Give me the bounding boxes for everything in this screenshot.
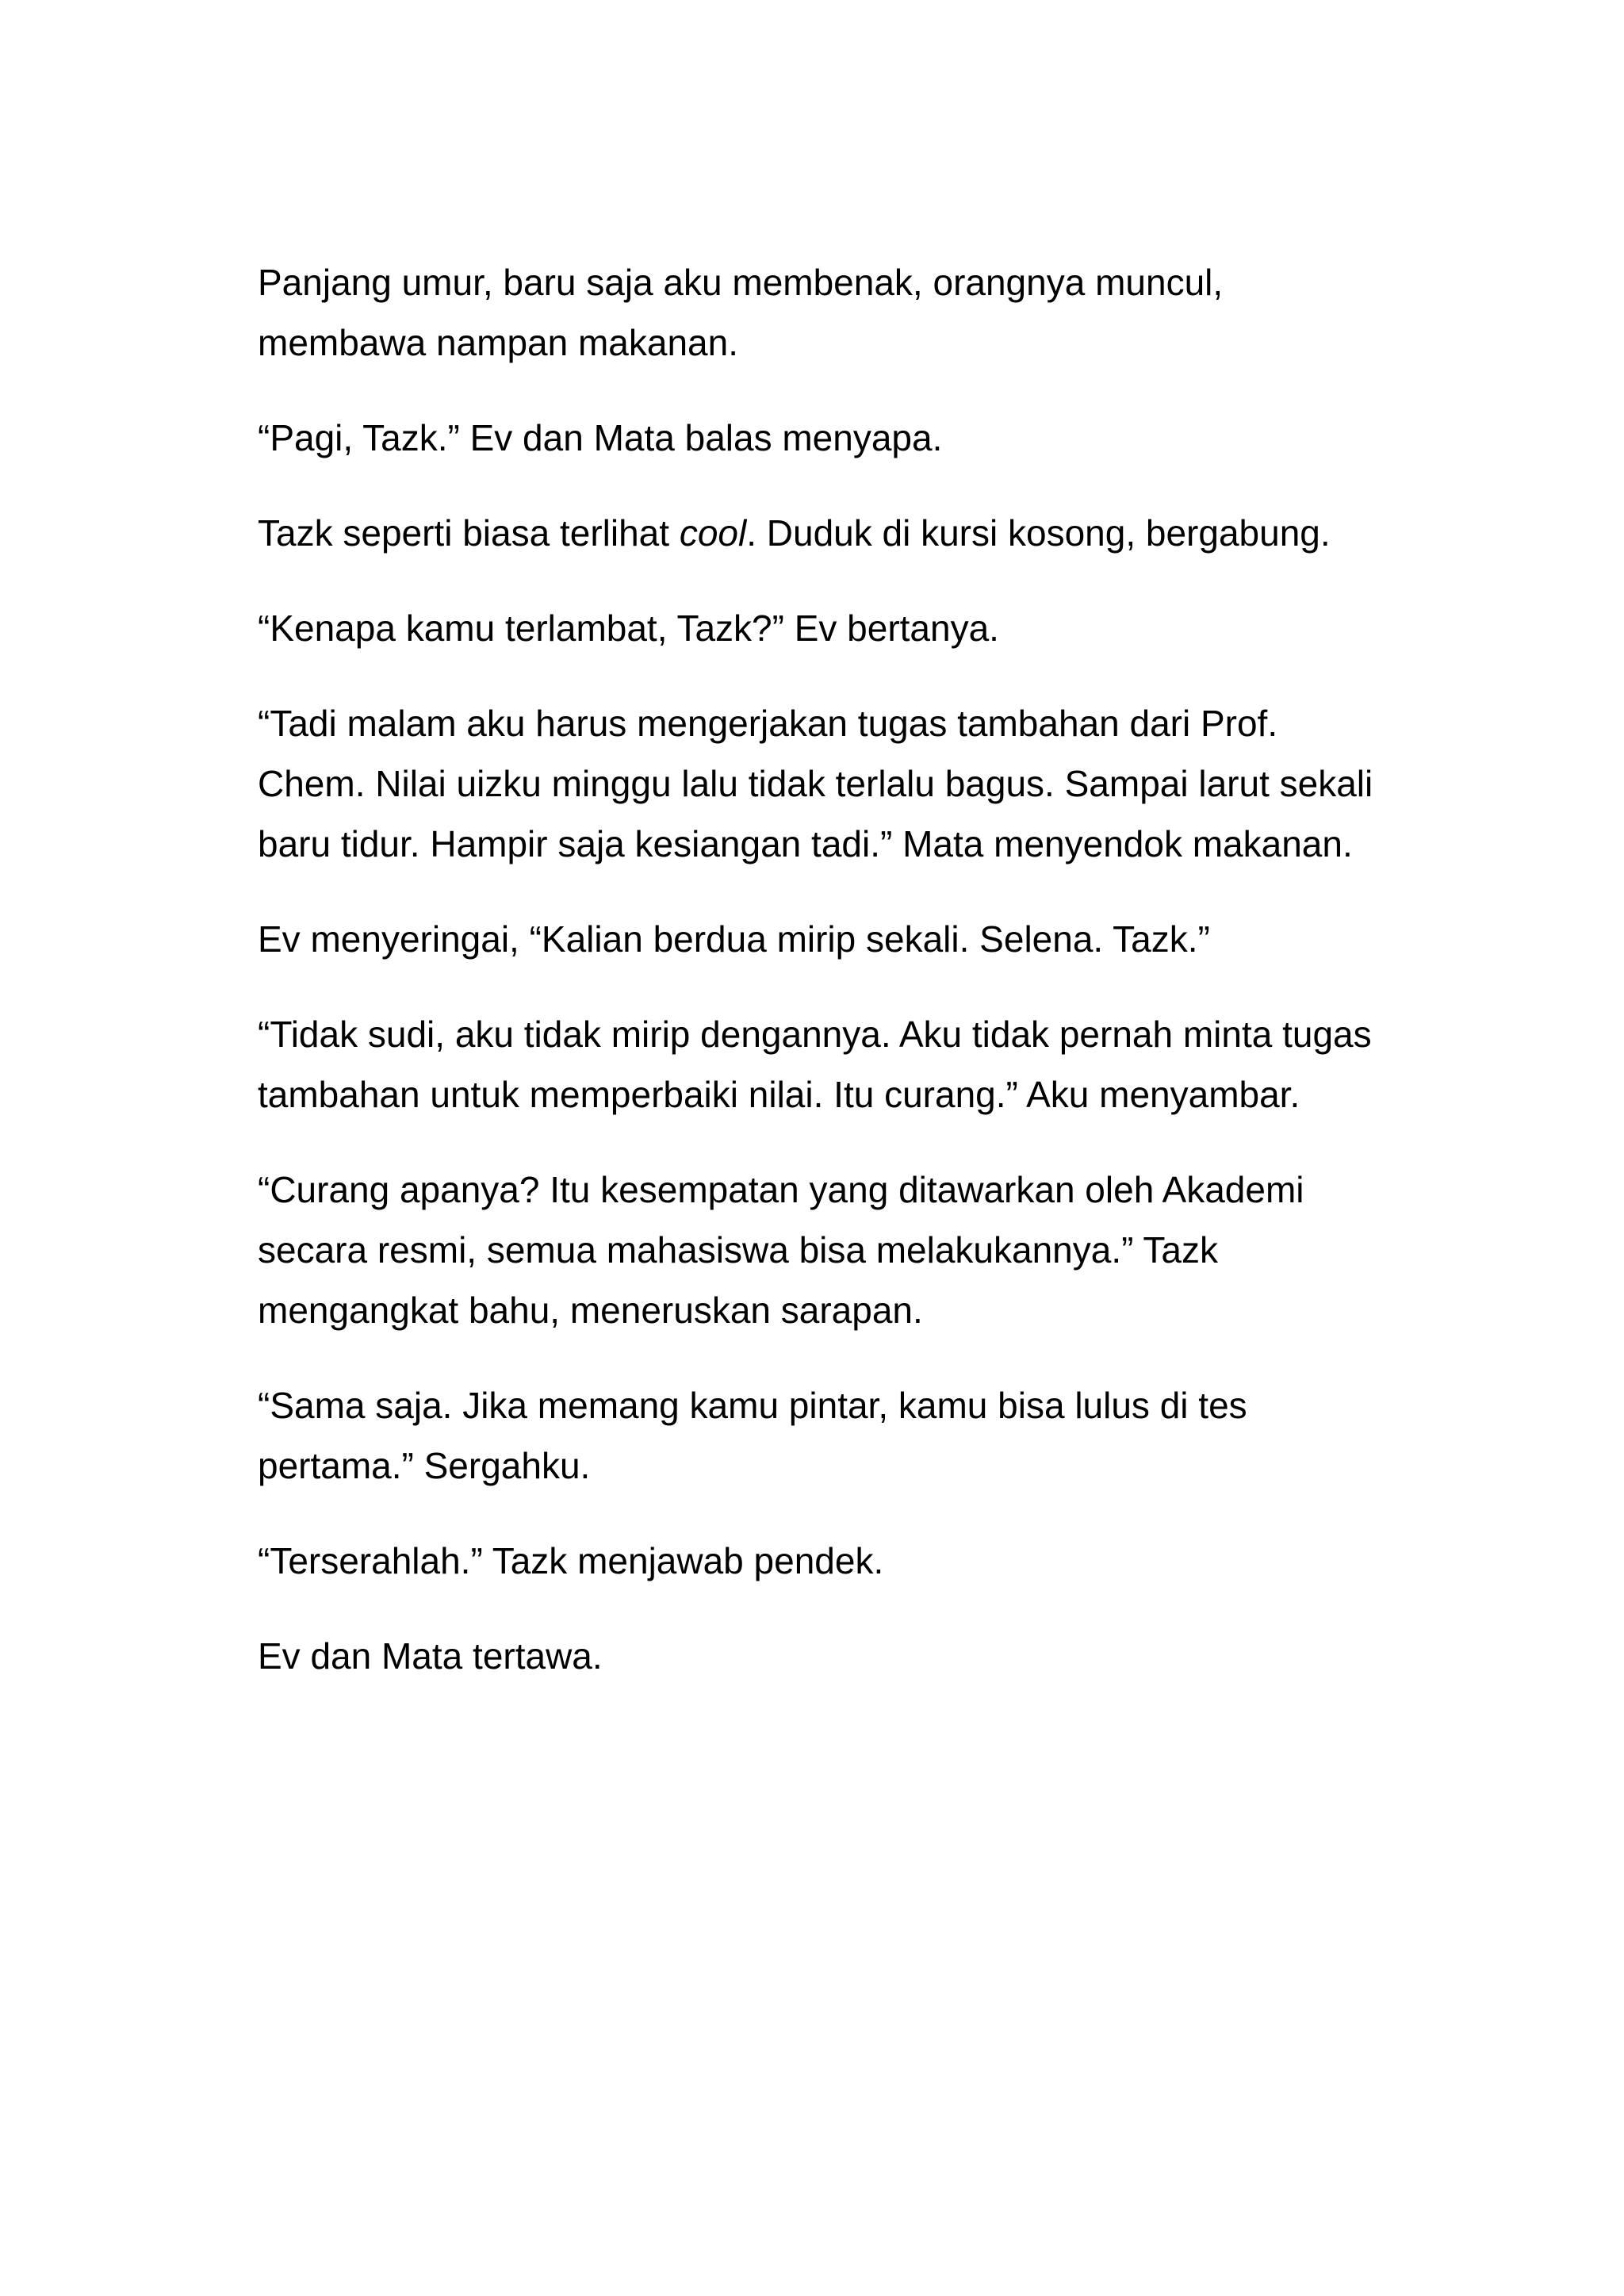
paragraph-4: “Kenapa kamu terlambat, Tazk?” Ev bertanya. — [258, 608, 999, 649]
paragraph-5: “Tadi malam aku harus mengerjakan tugas tambahan dari Prof. Chem. Nilai uizku minggu lalu tidak terlalu bagus. Sampai larut sekali baru tidur. Hampir saja kesiangan tadi.” Mata menyendok makanan. — [258, 703, 1373, 864]
paragraph-8: “Curang apanya? Itu kesempatan yang ditawarkan oleh Akademi secara resmi, semua mahasiswa bisa melakukannya.” Tazk mengangkat bahu, meneruskan sarapan. — [258, 1169, 1304, 1331]
paragraph-3 — [258, 503, 1384, 563]
paragraph-1: Panjang umur, baru saja aku membenak, orangnya muncul, membawa nampan makanan. — [258, 262, 1224, 363]
paragraph-3-before: Tazk seperti biasa terlihat — [258, 512, 680, 554]
paragraph-10: “Terserahlah.” Tazk menjawab pendek. — [258, 1540, 884, 1581]
paragraph-11: Ev dan Mata tertawa. — [258, 1635, 603, 1677]
paragraph-6: Ev menyeringai, “Kalian berdua mirip sekali. Selena. Tazk.” — [258, 918, 1210, 960]
body-text — [258, 252, 1384, 1721]
italic-word: cool — [679, 512, 747, 554]
paragraph-2: “Pagi, Tazk.” Ev dan Mata balas menyapa. — [258, 417, 943, 458]
paragraph-7: “Tidak sudi, aku tidak mirip dengannya. Aku tidak pernah minta tugas tambahan untuk memperbaiki nilai. Itu curang.” Aku menyambar. — [258, 1014, 1372, 1115]
paragraph-9: “Sama saja. Jika memang kamu pintar, kamu bisa lulus di tes pertama.” Sergahku. — [258, 1385, 1247, 1486]
paragraph-3-after: . Duduk di kursi kosong, bergabung. — [746, 512, 1331, 554]
